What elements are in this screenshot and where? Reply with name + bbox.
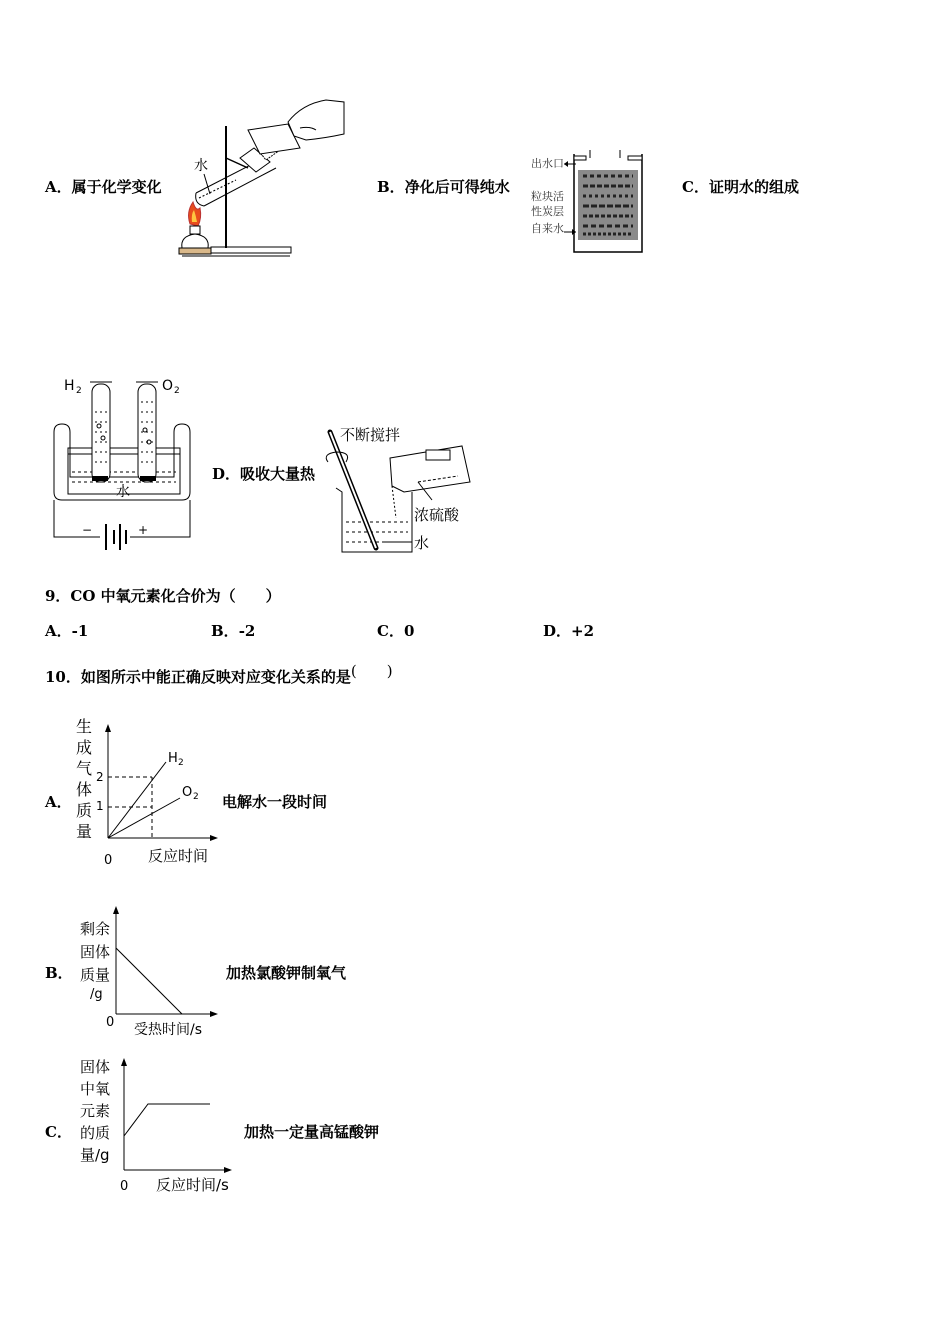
svg-text:水: 水 — [116, 484, 130, 500]
question-9-stem: 9．CO 中氧元素化合价为（ ） — [45, 587, 281, 605]
svg-text:O: O — [162, 378, 174, 394]
svg-text:水: 水 — [414, 534, 430, 552]
svg-text:1: 1 — [96, 799, 104, 813]
svg-text:生: 生 — [76, 717, 93, 736]
option-c-label: C．证明水的组成 — [682, 178, 799, 196]
svg-text:固体: 固体 — [80, 1058, 111, 1076]
svg-text:2: 2 — [76, 386, 82, 396]
graph-b-potassium-chlorate — [72, 900, 222, 1040]
q10-option-a-letter[interactable]: A． — [45, 793, 72, 811]
q9-option-a[interactable]: A．-1 — [45, 622, 89, 640]
graph-a-electrolysis — [70, 712, 220, 870]
svg-text:的质: 的质 — [80, 1124, 111, 1142]
svg-text:量/g: 量/g — [80, 1146, 110, 1164]
series-line-o2 — [108, 798, 180, 838]
series-line — [124, 1104, 210, 1136]
svg-text:受热时间/s: 受热时间/s — [134, 1022, 203, 1038]
svg-text:中氧: 中氧 — [80, 1080, 111, 1098]
svg-text:反应时间/s: 反应时间/s — [156, 1176, 229, 1194]
svg-text:自来水: 自来水 — [531, 222, 564, 235]
option-d-label: D．吸收大量热 — [212, 465, 316, 483]
svg-text:O: O — [182, 785, 193, 800]
svg-text:气: 气 — [76, 759, 93, 778]
svg-text:粒块活: 粒块活 — [531, 190, 564, 203]
q10-caption-a: 电解水一段时间 — [222, 793, 328, 811]
svg-text:H: H — [168, 751, 178, 766]
svg-text:2: 2 — [193, 792, 199, 802]
svg-text:H: H — [64, 378, 75, 394]
svg-text:0: 0 — [120, 1179, 129, 1194]
figure-heating-tube — [176, 98, 348, 260]
svg-text:+: + — [138, 523, 149, 537]
figure-electrolysis — [50, 372, 202, 552]
series-line-h2 — [108, 762, 166, 838]
svg-text:量: 量 — [76, 822, 93, 841]
svg-text:2: 2 — [96, 770, 104, 784]
water-label: 水 — [194, 158, 208, 174]
svg-text:剩余: 剩余 — [80, 920, 111, 938]
option-a-label: A．属于化学变化 — [45, 178, 162, 196]
svg-text:反应时间: 反应时间 — [148, 847, 209, 865]
q10-option-c-letter[interactable]: C． — [45, 1123, 72, 1141]
figure-dilute-acid — [322, 420, 477, 560]
svg-text:浓硫酸: 浓硫酸 — [414, 506, 460, 524]
svg-text:−: − — [82, 523, 93, 537]
figure-water-purifier — [528, 146, 646, 256]
svg-text:2: 2 — [178, 758, 184, 768]
svg-text:出水口: 出水口 — [531, 157, 564, 170]
svg-text:/g: /g — [90, 987, 103, 1002]
q9-option-c[interactable]: C．0 — [377, 622, 415, 640]
svg-text:质: 质 — [76, 801, 93, 820]
q10-caption-c: 加热一定量高锰酸钾 — [244, 1123, 380, 1141]
svg-text:元素: 元素 — [80, 1102, 111, 1120]
svg-text:2: 2 — [174, 386, 180, 396]
q9-option-d[interactable]: D．+2 — [543, 622, 595, 640]
question-10-stem: 10．如图所示中能正确反映对应变化关系的是( ) — [45, 662, 393, 686]
option-b-label: B．净化后可得纯水 — [377, 178, 510, 196]
svg-text:体: 体 — [76, 780, 93, 799]
answer-bracket: ( ) — [350, 662, 393, 680]
svg-text:0: 0 — [106, 1015, 115, 1030]
q10-caption-b: 加热氯酸钾制氧气 — [226, 964, 347, 982]
svg-text:性炭层: 性炭层 — [531, 205, 564, 218]
q9-option-b[interactable]: B．-2 — [211, 622, 256, 640]
series-line — [116, 948, 182, 1014]
svg-text:质量: 质量 — [80, 966, 111, 984]
svg-text:固体: 固体 — [80, 943, 111, 961]
q10-option-b-letter[interactable]: B． — [45, 964, 73, 982]
graph-c-potassium-permanganate — [72, 1052, 244, 1197]
svg-text:0: 0 — [104, 853, 113, 868]
svg-text:成: 成 — [76, 738, 93, 757]
svg-text:不断搅拌: 不断搅拌 — [340, 426, 401, 444]
